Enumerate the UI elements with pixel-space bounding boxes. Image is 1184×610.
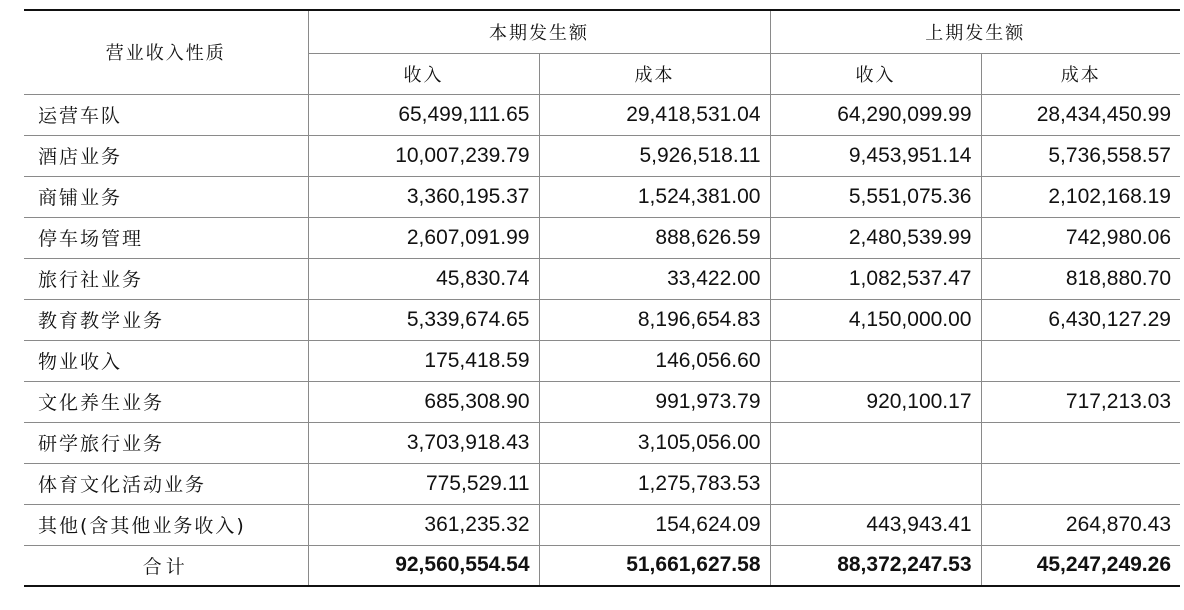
previous-cost-header: 成本	[981, 53, 1180, 94]
current-income-cell: 685,308.90	[308, 381, 539, 422]
table-row	[24, 340, 1180, 381]
current-cost-cell: 5,926,518.11	[539, 135, 770, 176]
total-previous-cost: 45,247,249.26	[981, 545, 1180, 586]
row-label: 酒店业务	[24, 135, 308, 176]
current-income-cell: 3,703,918.43	[308, 422, 539, 463]
previous-income-cell: 2,480,539.99	[770, 217, 981, 258]
current-cost-cell: 33,422.00	[539, 258, 770, 299]
row-label: 文化养生业务	[24, 381, 308, 422]
previous-income-cell: 443,943.41	[770, 504, 981, 545]
current-cost-cell: 991,973.79	[539, 381, 770, 422]
current-income-cell: 175,418.59	[308, 340, 539, 381]
row-label: 停车场管理	[24, 217, 308, 258]
previous-cost-cell	[981, 463, 1180, 504]
table-row	[24, 299, 1180, 340]
revenue-cost-table	[24, 9, 1180, 587]
table-row	[24, 258, 1180, 299]
previous-cost-cell: 28,434,450.99	[981, 94, 1180, 135]
row-label: 运营车队	[24, 94, 308, 135]
total-previous-income: 88,372,247.53	[770, 545, 981, 586]
previous-income-cell: 9,453,951.14	[770, 135, 981, 176]
previous-income-cell: 1,082,537.47	[770, 258, 981, 299]
previous-cost-cell	[981, 340, 1180, 381]
current-income-cell: 2,607,091.99	[308, 217, 539, 258]
current-cost-cell: 29,418,531.04	[539, 94, 770, 135]
row-label: 商铺业务	[24, 176, 308, 217]
previous-cost-cell: 818,880.70	[981, 258, 1180, 299]
previous-cost-cell: 2,102,168.19	[981, 176, 1180, 217]
category-header: 营业收入性质	[24, 10, 308, 94]
total-current-cost: 51,661,627.58	[539, 545, 770, 586]
total-label: 合计	[24, 545, 308, 586]
table-row	[24, 463, 1180, 504]
previous-income-cell: 5,551,075.36	[770, 176, 981, 217]
previous-income-header: 收入	[770, 53, 981, 94]
table-row	[24, 135, 1180, 176]
table-row	[24, 422, 1180, 463]
table-row	[24, 176, 1180, 217]
total-current-income: 92,560,554.54	[308, 545, 539, 586]
current-cost-cell: 1,524,381.00	[539, 176, 770, 217]
previous-cost-cell: 264,870.43	[981, 504, 1180, 545]
previous-cost-cell	[981, 422, 1180, 463]
current-income-cell: 10,007,239.79	[308, 135, 539, 176]
current-cost-cell: 146,056.60	[539, 340, 770, 381]
current-income-header: 收入	[308, 53, 539, 94]
current-cost-header: 成本	[539, 53, 770, 94]
previous-income-cell: 920,100.17	[770, 381, 981, 422]
row-label: 旅行社业务	[24, 258, 308, 299]
current-income-cell: 361,235.32	[308, 504, 539, 545]
row-label: 研学旅行业务	[24, 422, 308, 463]
previous-cost-cell: 742,980.06	[981, 217, 1180, 258]
previous-income-cell	[770, 463, 981, 504]
row-label: 教育教学业务	[24, 299, 308, 340]
current-cost-cell: 1,275,783.53	[539, 463, 770, 504]
table-row	[24, 94, 1180, 135]
row-label: 体育文化活动业务	[24, 463, 308, 504]
current-income-cell: 65,499,111.65	[308, 94, 539, 135]
current-cost-cell: 154,624.09	[539, 504, 770, 545]
previous-income-cell	[770, 340, 981, 381]
revenue-table-container	[24, 9, 1180, 587]
current-income-cell: 5,339,674.65	[308, 299, 539, 340]
current-cost-cell: 8,196,654.83	[539, 299, 770, 340]
previous-period-header: 上期发生额	[770, 10, 1180, 53]
total-row	[24, 545, 1180, 586]
row-label: 物业收入	[24, 340, 308, 381]
header-row-periods	[24, 10, 1180, 53]
previous-cost-cell: 717,213.03	[981, 381, 1180, 422]
current-cost-cell: 3,105,056.00	[539, 422, 770, 463]
table-row	[24, 381, 1180, 422]
previous-cost-cell: 6,430,127.29	[981, 299, 1180, 340]
row-label: 其他(含其他业务收入)	[24, 504, 308, 545]
current-income-cell: 45,830.74	[308, 258, 539, 299]
current-cost-cell: 888,626.59	[539, 217, 770, 258]
previous-income-cell	[770, 422, 981, 463]
previous-cost-cell: 5,736,558.57	[981, 135, 1180, 176]
previous-income-cell: 64,290,099.99	[770, 94, 981, 135]
current-income-cell: 775,529.11	[308, 463, 539, 504]
previous-income-cell: 4,150,000.00	[770, 299, 981, 340]
table-row	[24, 504, 1180, 545]
table-row	[24, 217, 1180, 258]
current-period-header: 本期发生额	[308, 10, 770, 53]
current-income-cell: 3,360,195.37	[308, 176, 539, 217]
